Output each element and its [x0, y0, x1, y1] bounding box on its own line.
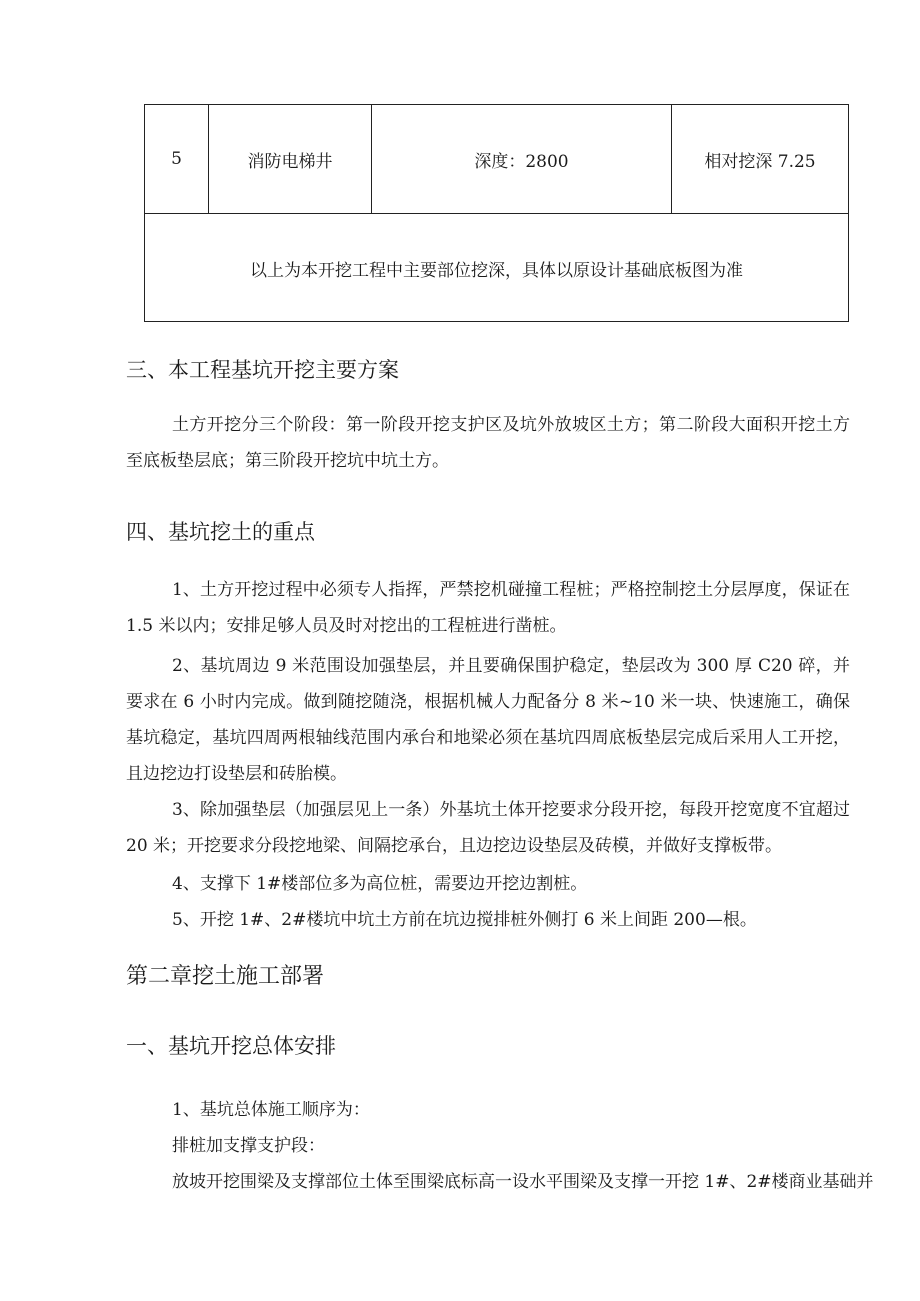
section-4-item-3: 3、除加强垫层（加强层见上一条）外基坑土体开挖要求分段开挖，每段开挖宽度不宜超过 20 米；开挖要求分段挖地梁、间隔挖承台，且边挖边设垫层及砖模，并做好支撑板带。	[126, 800, 850, 856]
section-3-paragraph: 土方开挖分三个阶段：第一阶段开挖支护区及坑外放坡区土方；第二阶段大面积开挖土方至底板垫层底；第三阶段开挖坑中坑土方。	[126, 415, 850, 471]
table-cell-relative-depth: 相对挖深 7.25	[704, 151, 816, 172]
section-4-item-1: 1、土方开挖过程中必须专人指挥，严禁挖机碰撞工程桩；严格控制挖土分层厚度，保证在 1.5 米以内；安排足够人员及时对挖出的工程桩进行凿桩。	[126, 580, 850, 636]
chapter-2-line-2: 排桩加支撑支护段：	[172, 1136, 325, 1156]
table-cell-depth: 深度：2800	[474, 151, 569, 172]
section-4-item-5: 5、开挖 1#、2#楼坑中坑土方前在坑边搅排桩外侧打 6 米上间距 200—根。	[172, 910, 757, 930]
chapter-title: 第二章挖土施工部署	[126, 964, 325, 989]
section-4-item-2: 2、基坑周边 9 米范围设加强垫层，并且要确保围护稳定，垫层改为 300 厚 C20 碎，并要求在 6 小时内完成。做到随挖随浇，根据机械人力配备分 8 米~10 米一块、快速施工，确保基坑稳定，基坑四周两根轴线范围内承台和地梁必须在基坑四周底板垫层完成后采用人工开挖，且边挖边打设垫层和砖胎模。	[126, 656, 850, 784]
section-heading-4: 四、基坑挖土的重点	[126, 520, 315, 544]
chapter-2-line-1: 1、基坑总体施工顺序为：	[172, 1100, 370, 1120]
excavation-depth-table	[144, 104, 849, 322]
section-4-item-4: 4、支撑下 1#楼部位多为高位桩，需要边开挖边割桩。	[172, 874, 588, 894]
table-cell-index: 5	[171, 149, 182, 169]
chapter-2-line-3: 放坡开挖围梁及支撑部位土体至围梁底标高一设水平围梁及支撑一开挖 1#、2#楼商业基础并	[172, 1172, 874, 1192]
chapter-2-section-1-heading: 一、基坑开挖总体安排	[126, 1034, 336, 1058]
table-note: 以上为本开挖工程中主要部位挖深，具体以原设计基础底板图为准	[250, 260, 743, 281]
section-heading-3: 三、本工程基坑开挖主要方案	[126, 358, 399, 382]
table-cell-location: 消防电梯井	[247, 151, 333, 172]
table-divider	[145, 213, 848, 214]
